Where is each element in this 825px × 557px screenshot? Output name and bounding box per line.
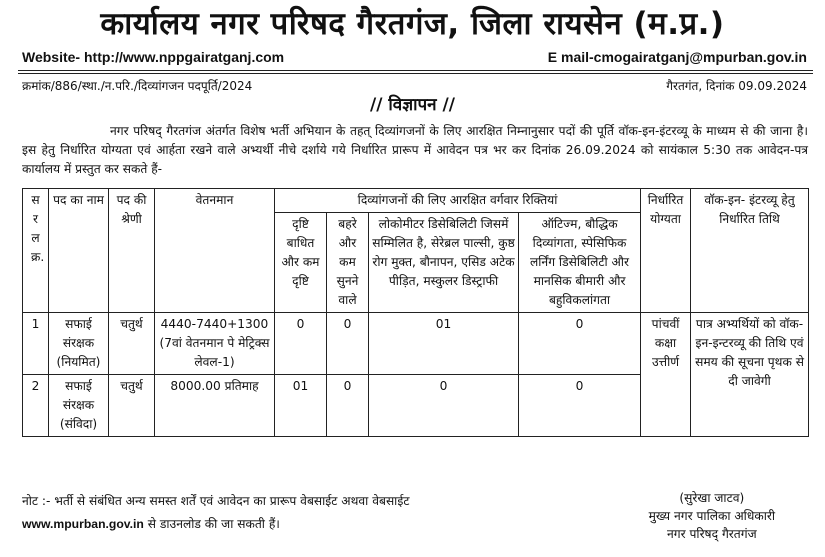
signatory-name: (सुरेखा जाटव) [679,491,745,505]
note-line-1: नोट :- भर्ती से संबंधित अन्य समस्त शर्तें एवं आवेदन का प्रारूप वेबसाईट अथवा वेबसाईट [22,494,410,508]
header-divider [18,70,813,71]
note-line-2-text: से डाउनलोड की जा सकती हैं। [143,517,280,531]
header-locomotor: लोकोमीटर डिसेबिलिटी जिसमें सम्मिलित है, सेरेब्रल पाल्सी, कुष्ठ रोग मुक्त, बौनापन, एसिड अटेक पीड़ित, मस्कुलर डिस्ट्राफी [369,213,519,313]
row-locomotor: 01 [369,313,519,375]
row-visual: 0 [275,313,327,375]
header-interview-date: वॉक-इन- इंटरव्यू हेतु निर्धारित तिथि [691,189,809,313]
row-serial: 1 [23,313,49,375]
row-hearing: 0 [327,375,369,437]
header-divider-thin [18,73,813,74]
interview-value: पात्र अभ्यर्थियों को वॉक-इन-इन्टरव्यू की तिथि एवं समय की सूचना पृथक से दी जावेगी [691,313,809,437]
row-post: सफाई संरक्षक (नियमित) [49,313,109,375]
header-reserved-group: दिव्यांगजनों की लिए आरक्षित वर्गवार रिक्तियां [275,189,641,213]
table-header-row [23,189,809,213]
signatory-office: नगर परिषद् गैरतगंज [667,527,757,541]
header-visual: दृष्टि बाधित और कम दृष्टि [275,213,327,313]
note-website-link[interactable]: www.mpurban.gov.in [22,517,144,531]
row-pay: 8000.00 प्रतिमाह [155,375,275,437]
footer-note [22,490,409,536]
email-address[interactable]: E mail-cmogairatganj@mpurban.gov.in [547,49,807,65]
signature-block [649,489,775,543]
office-title: कार्यालय नगर परिषद गैरतगंज, जिला रायसेन (म.प्र.) [100,6,725,42]
signatory-designation: मुख्य नगर पालिका अधिकारी [648,509,775,523]
intro-paragraph: नगर परिषद् गैरतगंज अंतर्गत विशेष भर्ती अभियान के तहत् दिव्यांगजनों के लिए आरक्षित निम्नानुसार पदों की पूर्ति वॉक-इन-इंटरव्यू के माध्यम से की जाना है। इस हेतु निर्धारित योग्यता एवं आर्हता रखने वाले अभ्यर्थी नीचे दर्शाये गये निर्धारित प्रारूप में आवेदन पत्र भर कर दिनांक 26.09.2024 को सायंकाल 5:30 तक आवेदन-पत्र कार्यालय में प्रस्तुत कर सकते हैं- [22,124,808,176]
row-serial: 2 [23,375,49,437]
row-post: सफाई संरक्षक (संविदा) [49,375,109,437]
vacancy-table [22,188,809,437]
issue-date: गैरतगंत, दिनांक 09.09.2024 [666,79,807,93]
header-qualification: निर्धारित योग्यता [641,189,691,313]
qualification-value: पांचवीं कक्षा उत्तीर्ण [641,313,691,437]
table-row [23,313,809,375]
header-pay-scale: वेतनमान [155,189,275,313]
row-hearing: 0 [327,313,369,375]
reference-number: क्रमांक/886/स्था./न.परि./दिव्यांगजन पदपूर्ति/2024 [22,79,253,93]
header-category: पद की श्रेणी [109,189,155,313]
header-autism: ऑटिज्म, बौद्धिक दिव्यांगता, स्पेसिफिक लर्निंग डिसेबिलिटी और मानसिक बीमारी और बहुविकलांगता [519,213,641,313]
website-link[interactable]: Website- http://www.nppgairatganj.com [22,49,285,65]
row-category: चतुर्थ [109,375,155,437]
row-autism: 0 [519,313,641,375]
advertisement-heading: // विज्ञापन // [370,95,455,115]
note-line-2 [22,513,409,536]
row-autism: 0 [519,375,641,437]
row-locomotor: 0 [369,375,519,437]
row-visual: 01 [275,375,327,437]
header-serial: स र ल क्र. [23,189,49,313]
row-category: चतुर्थ [109,313,155,375]
header-hearing: बहरे और कम सुनने वाले [327,213,369,313]
header-post-name: पद का नाम [49,189,109,313]
row-pay: 4440-7440+1300 (7वां वेतनमान पे मेट्रिक्स लेवल-1) [155,313,275,375]
